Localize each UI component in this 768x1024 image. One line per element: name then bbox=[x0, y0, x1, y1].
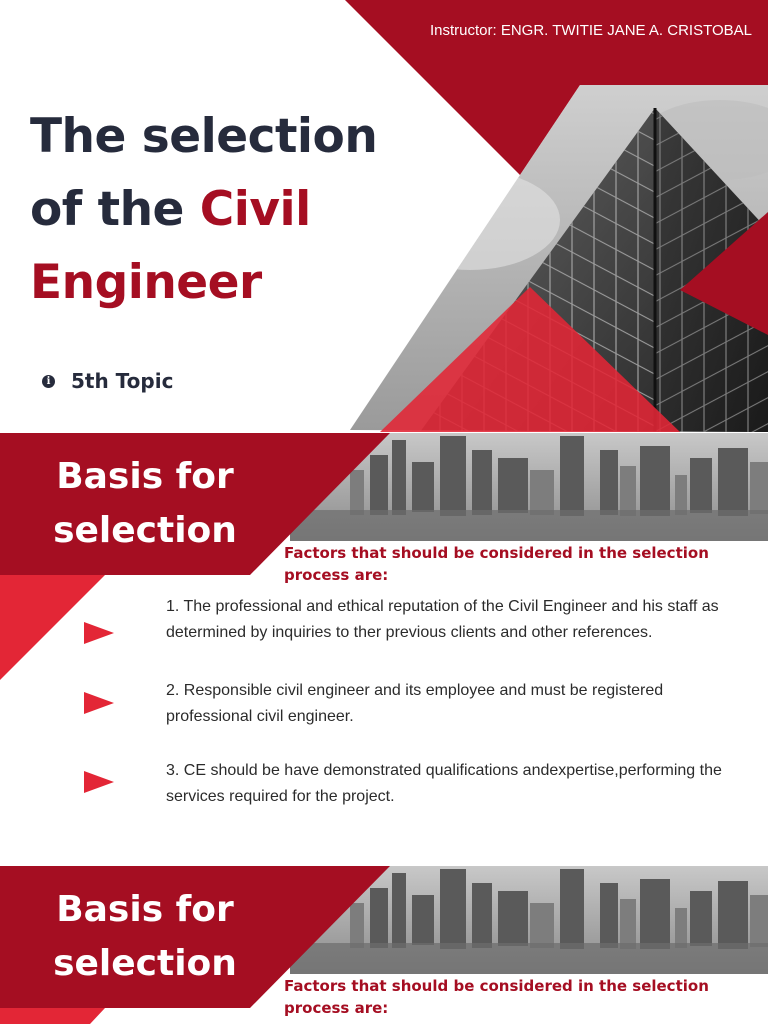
section-2-title-line-1: Basis for bbox=[56, 889, 234, 930]
selection-item-1: 1. The professional and ethical reputation of the Civil Engineer and his staff as determined by inquiries to ther previous clients and other references. bbox=[166, 598, 719, 641]
page-title bbox=[30, 100, 470, 319]
selection-item-2: 2. Responsible civil engineer and its employee and must be registered professional civil engineer. bbox=[166, 682, 664, 725]
section-1-title-line-1: Basis for bbox=[56, 456, 234, 497]
section-2-title-line-2: selection bbox=[53, 943, 237, 984]
topic-text: 5th Topic bbox=[71, 369, 174, 393]
info-icon: i bbox=[42, 375, 55, 388]
instructor-name: Instructor: ENGR. TWITIE JANE A. CRISTOBAL bbox=[429, 22, 752, 39]
title-line-2 bbox=[30, 173, 470, 246]
title-line-2-a: of the bbox=[30, 182, 200, 237]
triangle-bullet-icon bbox=[84, 622, 114, 644]
triangle-bullet-icon bbox=[84, 692, 114, 714]
section-1-title-line-2: selection bbox=[53, 510, 237, 551]
title-line-2-b: Civil bbox=[199, 182, 311, 237]
triangle-bullet-icon bbox=[84, 771, 114, 793]
section-1-title bbox=[0, 450, 290, 558]
section-2-factors-heading: Factors that should be considered in the selection process are: bbox=[284, 977, 709, 1017]
section-1-factors-heading: Factors that should be considered in the selection process are: bbox=[284, 544, 709, 584]
title-line-3: Engineer bbox=[30, 255, 262, 310]
topic-label bbox=[42, 369, 173, 393]
title-line-1: The selection bbox=[30, 109, 378, 164]
selection-item-3: 3. CE should be have demonstrated qualifications andexpertise,performing the services required for the project. bbox=[166, 762, 722, 805]
section-2-title bbox=[0, 883, 290, 991]
